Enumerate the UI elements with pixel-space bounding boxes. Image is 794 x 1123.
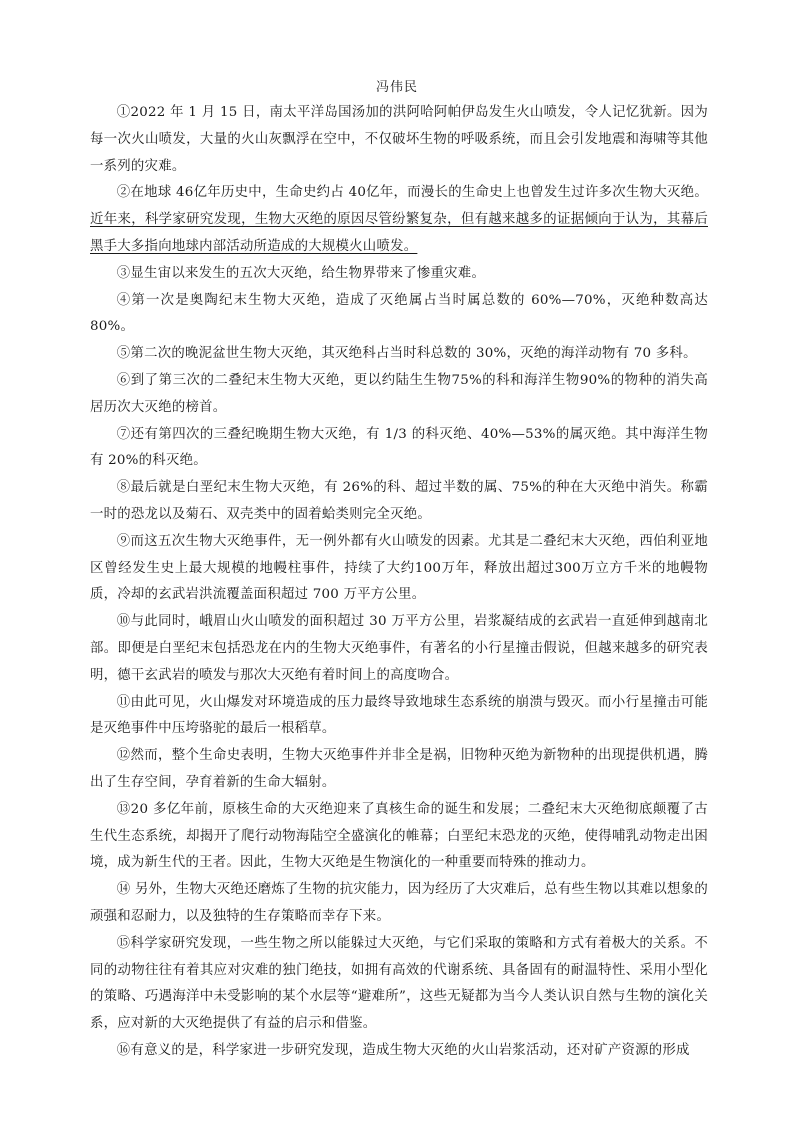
paragraph-10: [90, 609, 708, 689]
paragraph-text: ⑨而这五次生物大灭绝事件，无一例外都有火山喷发的因素。尤其是二叠纪末大灭绝，西伯利亚地区曾经发生史上最大规模的地幔柱事件，持续了大约100万年，释放出超过300万立方千米的地幔物质，冷却的玄武岩洪流覆盖面积超过 700 万平方公里。: [90, 533, 708, 603]
underlined-sentence: 近年来，科学家研究发现，生物大灭绝的原因尽管纷繁复杂，但有越来越多的证据倾向于认为，其幕后黑手大多指向地球内部活动所造成的大规模火山喷发。: [90, 212, 708, 254]
paragraph-2: [90, 180, 708, 260]
paragraph-text: ⑤第二次的晚泥盆世生物大灭绝，其灭绝科占当时科总数的 30%，灭绝的海洋动物有 70 多科。: [116, 346, 697, 362]
paragraph-text: ⑬20 多亿年前，原核生命的大灭绝迎来了真核生命的诞生和发展；二叠纪末大灭绝彻底颠覆了古生代生态系统，却揭开了爬行动物海陆空全盛演化的帷幕；白垩纪末恐龙的灭绝，使得哺乳动物走出困境，成为新生代的王者。因此，生物大灭绝是生物演化的一种重要而特殊的推动力。: [90, 801, 708, 871]
paragraph-4: [90, 288, 708, 342]
paragraph-14: [90, 877, 708, 931]
paragraph-6: [90, 368, 708, 422]
paragraph-text: ⑭ 另外，生物大灭绝还磨炼了生物的抗灾能力，因为经历了大灾难后，总有些生物以其难以想象的顽强和忍耐力，以及独特的生存策略而幸存下来。: [90, 882, 708, 924]
paragraph-text: ②在地球 46亿年历史中，生命史约占 40亿年，而漫长的生命史上也曾发生过许多次生物大灭绝。: [116, 185, 708, 201]
paragraph-text: ①2022 年 1 月 15 日，南太平洋岛国汤加的洪阿哈阿帕伊岛发生火山喷发，令人记忆犹新。因为每一次火山喷发，大量的火山灰飘浮在空中，不仅破坏生物的呼吸系统，而且会引发地震和海啸等其他一系列的灾难。: [90, 105, 708, 174]
paragraph-text: ⑧最后就是白垩纪末生物大灭绝，有 26%的科、超过半数的属、75%的种在大灭绝中消失。称霸一时的恐龙以及菊石、双壳类中的固着蛤类则完全灭绝。: [90, 480, 708, 522]
paragraph-3: [90, 261, 708, 288]
paragraph-7: [90, 422, 708, 476]
paragraph-text: ⑮科学家研究发现，一些生物之所以能躲过大灭绝，与它们采取的策略和方式有着极大的关系。不同的动物往往有着其应对灾难的独门绝技，如拥有高效的代谢系统、具备固有的耐温特性、采用小型化的策略、巧遇海洋中未受影响的某个水层等“避难所”，这些无疑都为当今人类认识自然与生物的演化关系，应对新的大灭绝提供了有益的启示和借鉴。: [90, 935, 708, 1032]
paragraph-text: ⑥到了第三次的二叠纪末生物大灭绝，更以约陆生生物75%的科和海洋生物90%的物种的消失高居历次大灭绝的榜首。: [90, 372, 708, 415]
paragraph-text: ⑪由此可见，火山爆发对环境造成的压力最终导致地球生态系统的崩溃与毁灭。而小行星撞击可能是灭绝事件中压垮骆驼的最后一根稻草。: [90, 694, 708, 737]
paragraph-text: ④第一次是奥陶纪末生物大灭绝，造成了灭绝属占当时属总数的 60%—70%，灭绝种数高达 80%。: [90, 292, 708, 335]
paragraph-9: [90, 529, 708, 609]
paragraph-text: ⑫然而，整个生命史表明，生物大灭绝事件并非全是祸，旧物种灭绝为新物种的出现提供机遇，腾出了生存空间，孕育着新的生命大辐射。: [90, 748, 708, 790]
author-name: 冯伟民: [375, 80, 418, 95]
paragraph-12: [90, 743, 708, 797]
paragraph-5: [90, 341, 708, 368]
article-body: [90, 100, 708, 1065]
paragraph-8: [90, 475, 708, 529]
paragraph-text: ⑩与此同时，峨眉山火山喷发的面积超过 30 万平方公里，岩浆凝结成的玄武岩一直延伸到越南北部。即便是白垩纪末包括恐龙在内的生物大灭绝事件，有著名的小行星撞击假说，但越来越多的研究表明，德干玄武岩的喷发与那次大灭绝有着时间上的高度吻合。: [90, 614, 708, 683]
paragraph-16: [90, 1038, 708, 1065]
paragraph-13: [90, 797, 708, 877]
paragraph-text: ⑯有意义的是，科学家进一步研究发现，造成生物大灭绝的火山岩浆活动，还对矿产资源的形成: [116, 1042, 690, 1058]
paragraph-1: [90, 100, 708, 180]
paragraph-text: ③显生宙以来发生的五次大灭绝，给生物界带来了惨重灾难。: [116, 265, 486, 281]
paragraph-11: [90, 690, 708, 744]
paragraph-text: ⑦还有第四次的三叠纪晚期生物大灭绝，有 1/3 的科灭绝、40%—53%的属灭绝。其中海洋生物有 20%的科灭绝。: [90, 426, 708, 469]
paragraph-15: [90, 931, 708, 1038]
